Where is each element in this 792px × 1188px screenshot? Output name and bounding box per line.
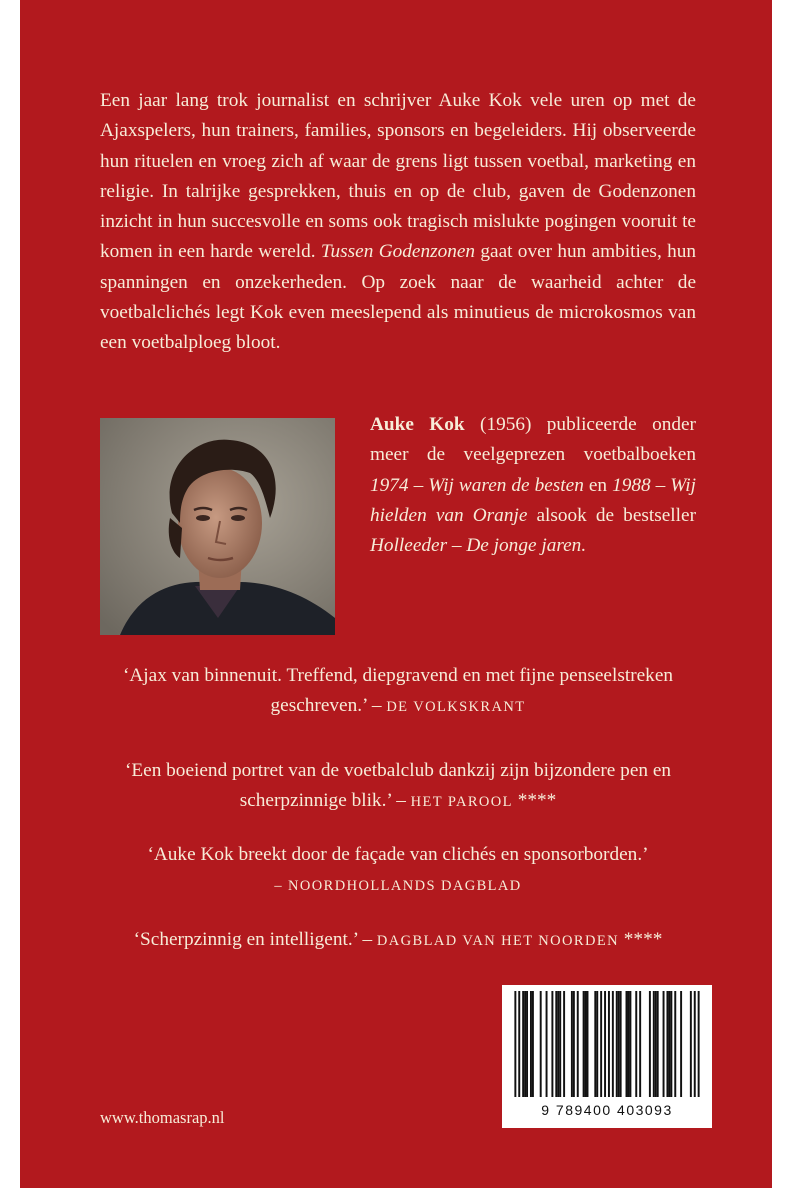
barcode-bar xyxy=(563,991,565,1097)
review-quote-parool xyxy=(90,756,706,818)
quote-text: ‘Ajax van binnenuit. Treffend, diepgravend en met fijne penseelstreken geschreven.’ – xyxy=(122,665,674,717)
quote-text: ‘Auke Kok breekt door de façade van clichés en sponsorborden.’ xyxy=(147,844,649,865)
barcode-bar xyxy=(557,991,559,1097)
author-book-3: Holleeder – De jonge jaren. xyxy=(370,535,587,557)
blurb-book-title: Tussen Godenzonen xyxy=(320,241,476,263)
barcode-bar xyxy=(526,991,528,1097)
barcode-bar xyxy=(594,991,596,1097)
barcode-bar xyxy=(530,991,532,1097)
barcode-bar xyxy=(629,991,631,1097)
barcode-bar xyxy=(514,991,516,1097)
barcode-bar xyxy=(596,991,598,1097)
author-bio-text-1: (1956) publiceerde onder meer de veelgeprezen voetbalboeken xyxy=(370,414,696,466)
author-book-1: 1974 – Wij waren de besten xyxy=(370,474,584,496)
book-back-cover xyxy=(20,0,772,1188)
barcode-bar xyxy=(653,991,655,1097)
barcode-bars xyxy=(502,985,712,1103)
barcode-bar xyxy=(559,991,561,1097)
barcode-bar xyxy=(698,991,700,1097)
blurb-text-1: Een jaar lang trok journalist en schrijver Auke Kok vele uren op met de Ajaxspelers, hun trainers, families, sponsors en begeleiders. Hij observeerde hun rituelen en vroeg zich af waar de grens ligt tussen voetbal, marketing en religie. In talrijke gesprekken, thuis en op de club, gaven de Godenzonen inzicht in hun succesvolle en soms ook tragisch mislukte pogingen vooruit te komen in een harde wereld. xyxy=(100,90,696,263)
barcode-bar xyxy=(577,991,579,1097)
barcode-bar xyxy=(668,991,670,1097)
barcode-bar xyxy=(627,991,629,1097)
barcode-bar xyxy=(639,991,641,1097)
quote-stars: **** xyxy=(618,929,663,950)
barcode-bar xyxy=(635,991,637,1097)
barcode-bar xyxy=(612,991,614,1097)
book-blurb xyxy=(100,86,696,359)
barcode-bar xyxy=(604,991,606,1097)
barcode-bar xyxy=(657,991,659,1097)
barcode-bar xyxy=(620,991,622,1097)
author-bio-text-3: alsook de bestseller xyxy=(527,504,696,526)
review-quote-dagblad-noorden xyxy=(90,925,706,956)
barcode-bar xyxy=(674,991,676,1097)
barcode-bar xyxy=(649,991,651,1097)
barcode-bar xyxy=(608,991,610,1097)
barcode-bar xyxy=(626,991,628,1097)
barcode-bar xyxy=(587,991,589,1097)
publisher-website: www.thomasrap.nl xyxy=(100,1108,225,1127)
quote-text: ‘Een boeiend portret van de voetbalclub dankzij zijn bijzondere pen en scherpzinnige blik.’ – xyxy=(124,760,672,812)
barcode-bar xyxy=(532,991,534,1097)
barcode-bar xyxy=(666,991,668,1097)
review-quote-volkskrant xyxy=(90,661,706,723)
barcode-bar xyxy=(583,991,585,1097)
barcode-bar xyxy=(546,991,548,1097)
barcode-bar xyxy=(655,991,657,1097)
barcode-bar xyxy=(670,991,672,1097)
quote-source: HET PAROOL xyxy=(410,794,513,811)
author-name: Auke Kok xyxy=(370,414,465,435)
barcode-bar xyxy=(522,991,524,1097)
barcode-bar xyxy=(540,991,542,1097)
quote-source: DE VOLKSKRANT xyxy=(386,699,526,716)
barcode-bar xyxy=(680,991,682,1097)
blurb-text-2: gaat over hun ambities, hun spanningen en onzekerheden. Op zoek naar de waarheid achter de voetbalclichés legt Kok even meeslepend als minutieus de microkosmos van een voetbalploeg bloot. xyxy=(100,241,696,354)
author-portrait-image xyxy=(100,418,335,635)
author-book-2: 1988 – Wij hielden van Oranje xyxy=(370,474,696,526)
barcode-bar xyxy=(616,991,618,1097)
barcode-bar xyxy=(694,991,696,1097)
barcode-bar xyxy=(571,991,573,1097)
barcode-bar xyxy=(663,991,665,1097)
quote-source: – NOORDHOLLANDS DAGBLAD xyxy=(274,878,522,895)
barcode-bar xyxy=(524,991,526,1097)
quote-text: ‘Scherpzinnig en intelligent.’ – xyxy=(133,929,377,950)
author-bio-text-2: en xyxy=(583,474,613,496)
barcode-bar xyxy=(518,991,520,1097)
barcode-bar xyxy=(585,991,587,1097)
review-quote-noordhollands xyxy=(90,840,706,902)
isbn-barcode xyxy=(502,985,712,1128)
barcode-bar xyxy=(551,991,553,1097)
author-photo xyxy=(100,418,335,635)
barcode-bar xyxy=(573,991,575,1097)
barcode-bar xyxy=(555,991,557,1097)
barcode-bar xyxy=(690,991,692,1097)
author-bio xyxy=(370,410,696,561)
quote-stars: **** xyxy=(512,790,557,812)
barcode-bar xyxy=(600,991,602,1097)
quote-source: DAGBLAD VAN HET NOORDEN xyxy=(376,933,619,949)
isbn-number: 9 789400 403093 xyxy=(541,1102,673,1118)
barcode-bar xyxy=(618,991,620,1097)
